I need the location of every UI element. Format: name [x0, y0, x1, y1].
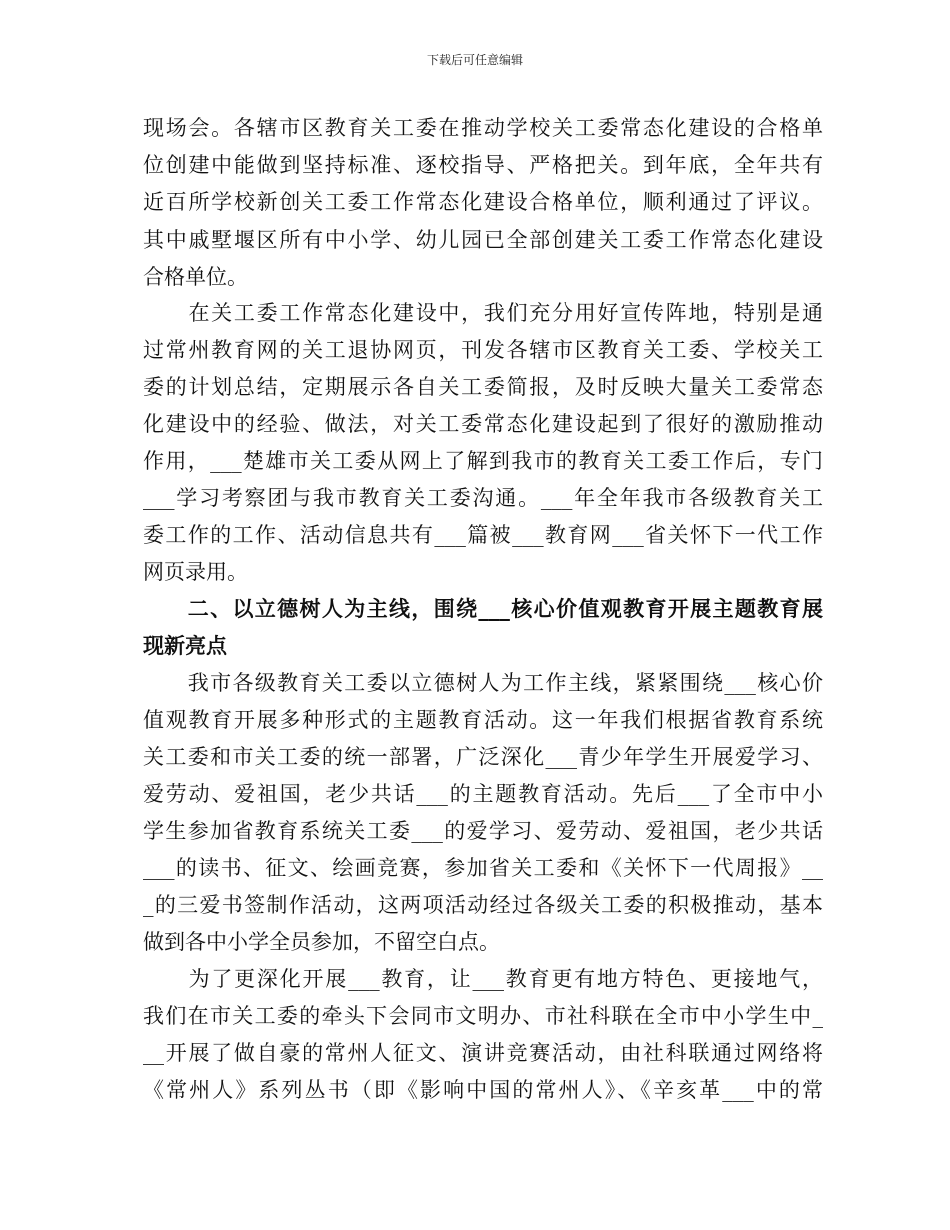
body-line: _的三爱书签制作活动，这两项活动经过各级关工委的积极推动，基本 [143, 893, 823, 917]
body-line: 近百所学校新创关工委工作常态化建设合格单位，顺利通过了评议。 [143, 190, 823, 214]
body-line: 爱劳动、爱祖国，老少共话___的主题教育活动。先后___了全市中小 [143, 782, 823, 806]
body-line: 《常州人》系列丛书（即《影响中国的常州人》、《辛亥革___中的常 [143, 1078, 823, 1102]
body-line: 值观教育开展多种形式的主题教育活动。这一年我们根据省教育系统 [143, 708, 823, 732]
body-line: 其中戚墅堰区所有中小学、幼儿园已全部创建关工委工作常态化建设 [143, 228, 823, 252]
body-line: 化建设中的经验、做法，对关工委常态化建设起到了很好的激励推动 [143, 412, 823, 436]
body-line: ___学习考察团与我市教育关工委沟通。___年全年我市各级教育关工 [143, 486, 823, 510]
body-line: 关工委和市关工委的统一部署，广泛深化___青少年学生开展爱学习、 [143, 745, 823, 769]
section-heading: 二、以立德树人为主线，围绕___核心价值观教育开展主题教育展 [143, 596, 823, 621]
body-line: 我们在市关工委的牵头下会同市文明办、市社科联在全市中小学生中_ [143, 1004, 823, 1028]
section-heading: 现新亮点 [143, 633, 227, 658]
body-line: 现场会。各辖市区教育关工委在推动学校关工委常态化建设的合格单 [143, 116, 823, 140]
body-line: 位创建中能做到坚持标准、逐校指导、严格把关。到年底，全年共有 [143, 153, 823, 177]
page-header-note: 下载后可任意编辑 [426, 53, 523, 67]
body-line: 学生参加省教育系统关工委___的爱学习、爱劳动、爱祖国，老少共话 [143, 819, 823, 843]
body-line: 为了更深化开展___教育，让___教育更有地方特色、更接地气， [143, 967, 823, 991]
body-line: ___的读书、征文、绘画竞赛，参加省关工委和《关怀下一代周报》__ [143, 856, 823, 880]
body-line: 作用，___楚雄市关工委从网上了解到我市的教育关工委工作后，专门 [143, 449, 823, 473]
body-line: 我市各级教育关工委以立德树人为工作主线，紧紧围绕___核心价 [143, 671, 823, 695]
body-line: 委的计划总结，定期展示各自关工委简报，及时反映大量关工委常态 [143, 375, 823, 399]
body-line: 委工作的工作、活动信息共有___篇被___教育网___省关怀下一代工作 [143, 523, 823, 547]
body-line: 在关工委工作常态化建设中，我们充分用好宣传阵地，特别是通 [143, 301, 823, 325]
body-line: 网页录用。 [143, 560, 248, 584]
body-line: 合格单位。 [143, 265, 248, 289]
body-line: 过常州教育网的关工退协网页，刊发各辖市区教育关工委、学校关工 [143, 338, 823, 362]
body-line: 做到各中小学全员参加，不留空白点。 [143, 930, 500, 954]
body-line: __开展了做自豪的常州人征文、演讲竞赛活动，由社科联通过网络将 [143, 1041, 823, 1065]
